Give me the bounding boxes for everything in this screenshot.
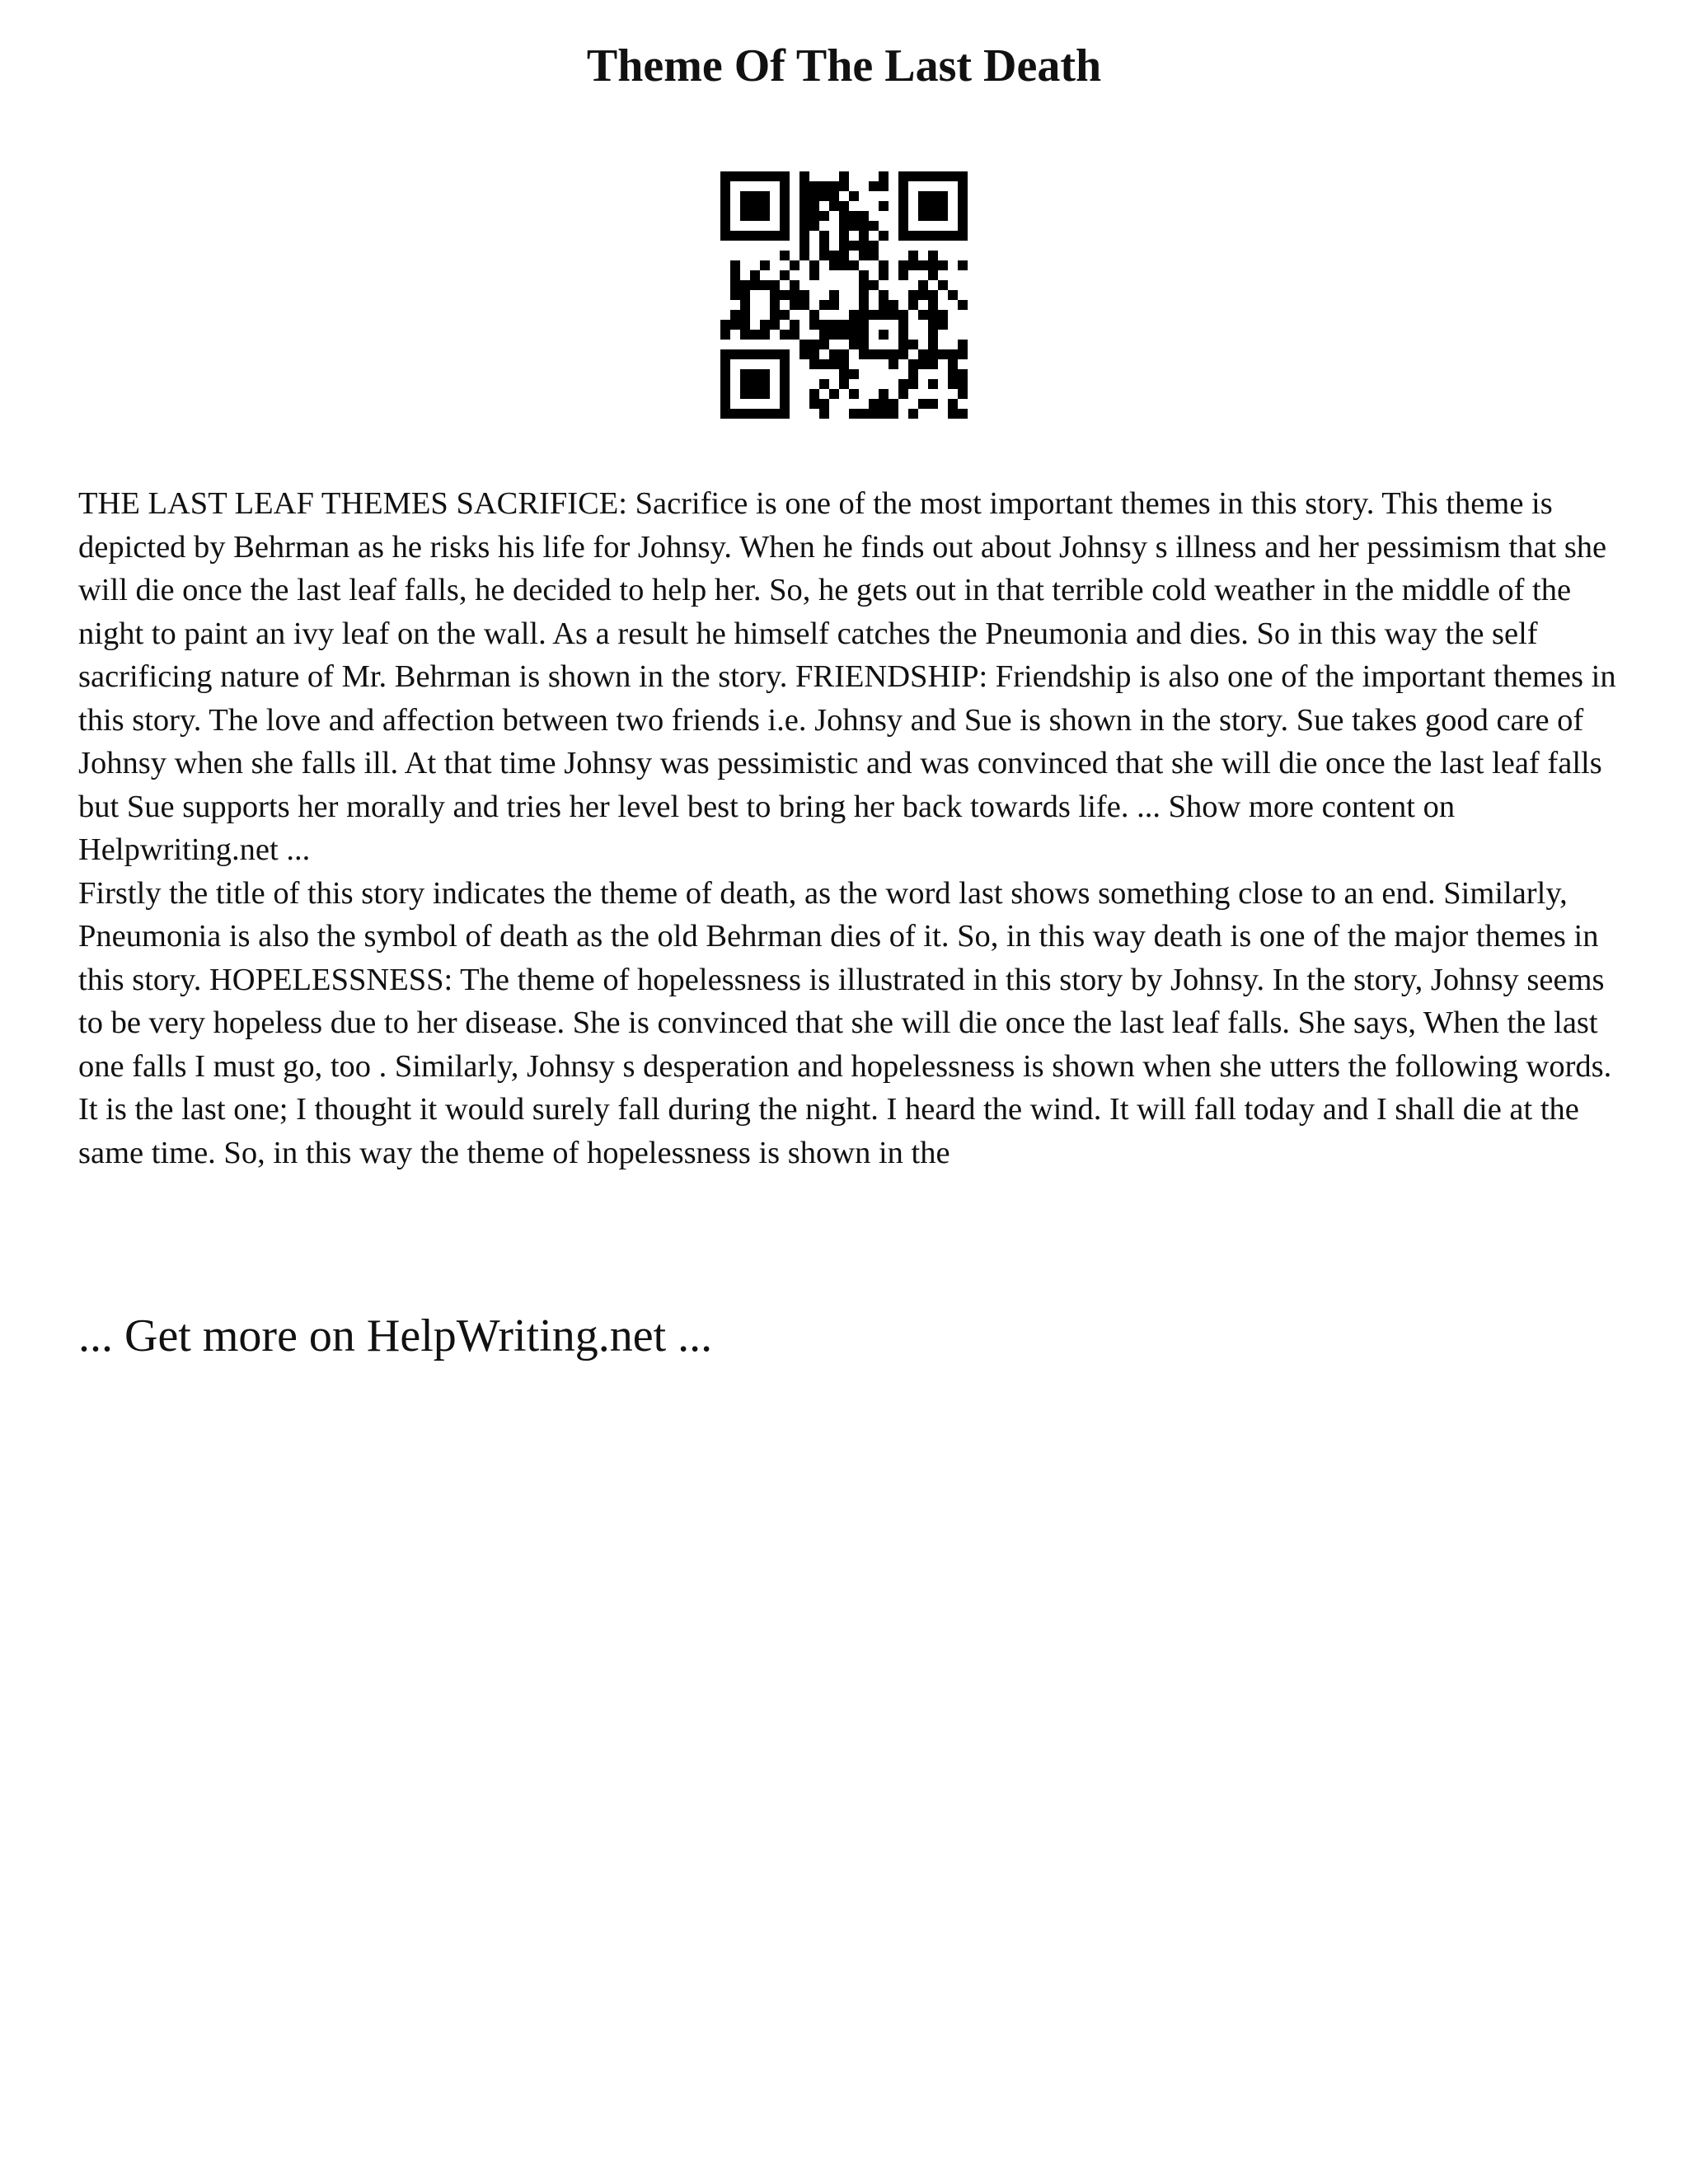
get-more-link[interactable]: ... Get more on HelpWriting.net ...: [78, 1310, 713, 1361]
qr-code-icon[interactable]: [720, 171, 968, 419]
paragraph: Firstly the title of this story indicates the theme of death, as the word last shows something close to an end. Similarly, Pneumonia is also the symbol of death as the old Behrman dies of it. So, in this way death is one of the major themes in this story. HOPELESSNESS: The theme of hopelessness is illustrated in this story by Johnsy. In the story, Johnsy seems to be very hopeless due to her disease. She is convinced that she will die once the last leaf falls. She says, When the last one falls I must go, too . Similarly, Johnsy s desperation and hopelessness is shown when she utters the following words. It is the last one; I thought it would surely fall during the night. I heard the wind. It will fall today and I shall die at the same time. So, in this way the theme of hopelessness is shown in the: [78, 875, 1612, 1170]
document-body: [78, 482, 1620, 1174]
page-title: Theme Of The Last Death: [586, 40, 1102, 91]
paragraph: THE LAST LEAF THEMES SACRIFICE: Sacrifice is one of the most important themes in this story. This theme is depicted by Behrman as he risks his life for Johnsy. When he finds out about Johnsy s illness and her pessimism that she will die once the last leaf falls, he decided to help her. So, he gets out in that terrible cold weather in the middle of the night to paint an ivy leaf on the wall. As a result he himself catches the Pneumonia and dies. So in this way the self sacrificing nature of Mr. Behrman is shown in the story. FRIENDSHIP: Friendship is also one of the important themes in this story. The love and affection between two friends i.e. Johnsy and Sue is shown in the story. Sue takes good care of Johnsy when she falls ill. At that time Johnsy was pessimistic and was convinced that she will die once the last leaf falls but Sue supports her morally and tries her level best to bring her back towards life. ... Show more content on Helpwriting.net ...: [78, 486, 1616, 867]
